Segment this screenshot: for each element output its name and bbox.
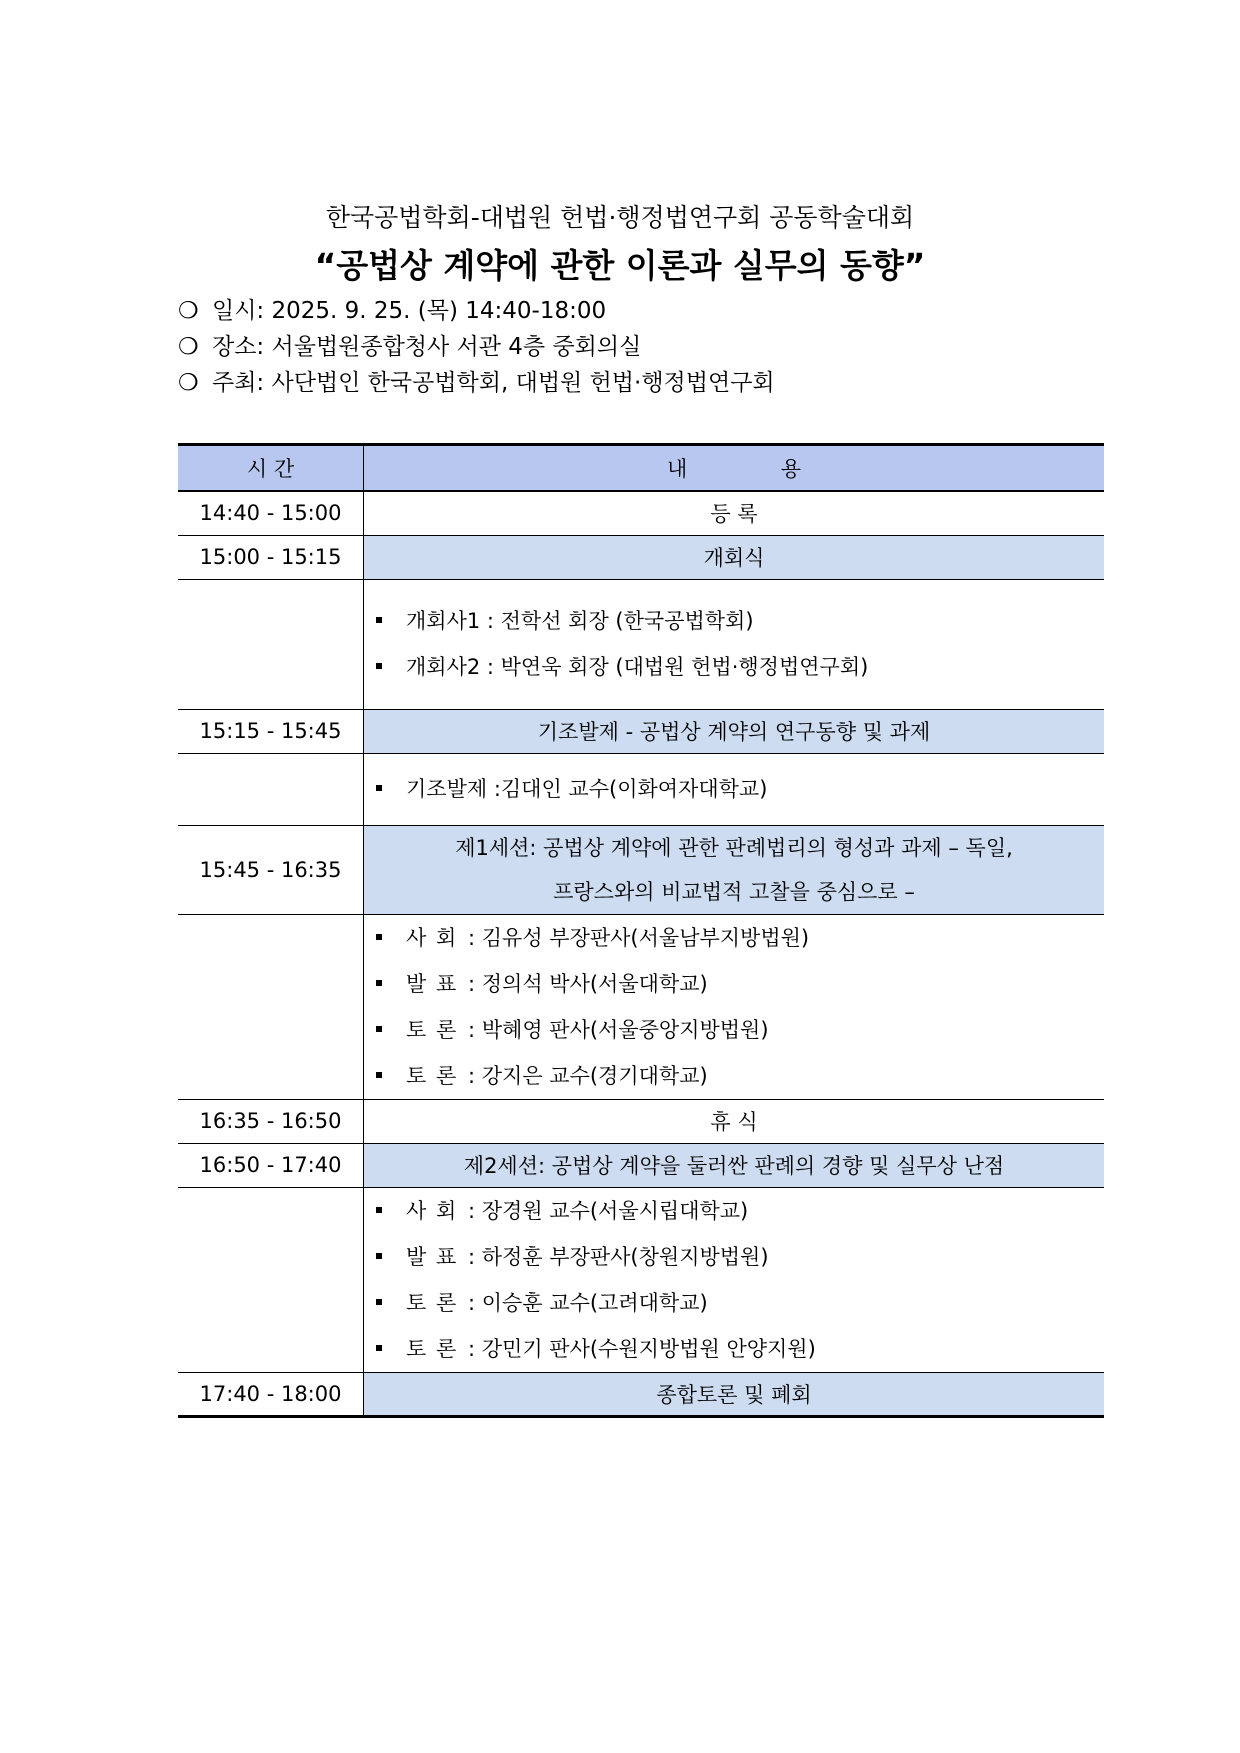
time-cell: 15:45 - 16:35 [178, 825, 364, 914]
table-row [178, 753, 1104, 825]
list-item-text: : 김유성 부장판사(서울남부지방법원) [468, 925, 810, 950]
list-item-text: : 정의석 박사(서울대학교) [468, 971, 708, 996]
schedule-table [178, 443, 1104, 1418]
list-item [376, 766, 1104, 812]
info-host-text: 주최: 사단법인 한국공법학회, 대법원 헌법·행정법연구회 [212, 370, 775, 396]
circle-bullet-icon: ❍ [178, 370, 199, 396]
header-time: 시 간 [178, 445, 364, 492]
content-cell: 휴 식 [364, 1099, 1105, 1143]
role-label: 발 표 [406, 1244, 457, 1269]
list-item [376, 1326, 1104, 1372]
table-row [178, 709, 1104, 753]
list-item [376, 644, 1104, 690]
list-item [376, 961, 1104, 1007]
list-item [376, 598, 1104, 644]
table-row [178, 1099, 1104, 1143]
list-item-text: 개회사1 : 전학선 회장 (한국공법학회) [406, 609, 754, 633]
time-cell-empty [178, 914, 364, 1099]
table-row [178, 1187, 1104, 1372]
table-row [178, 491, 1104, 535]
info-venue [178, 328, 641, 361]
list-item-text: : 이승훈 교수(고려대학교) [468, 1290, 708, 1315]
list-item [376, 1007, 1104, 1053]
list-item-text: 기조발제 :김대인 교수(이화여자대학교) [406, 777, 768, 801]
table-row [178, 1372, 1104, 1416]
role-label: 사 회 [406, 1198, 457, 1223]
time-cell: 16:35 - 16:50 [178, 1099, 364, 1143]
square-bullet-icon [376, 1345, 382, 1351]
square-bullet-icon [376, 934, 382, 940]
time-cell: 15:00 - 15:15 [178, 535, 364, 579]
square-bullet-icon [376, 980, 382, 986]
content-cell: 개회식 [364, 535, 1105, 579]
list-item-text: : 강지은 교수(경기대학교) [468, 1063, 708, 1088]
square-bullet-icon [376, 785, 382, 791]
role-label: 토 론 [406, 1017, 457, 1042]
time-cell-empty [178, 753, 364, 825]
details-cell [364, 753, 1105, 825]
content-cell: 제2세션: 공법상 계약을 둘러싼 판례의 경향 및 실무상 난점 [364, 1143, 1105, 1187]
table-row [178, 914, 1104, 1099]
event-title: “공법상 계약에 관한 이론과 실무의 동향” [314, 246, 926, 285]
session1-title-line2: 프랑스와의 비교법적 고찰을 중심으로 – [553, 879, 915, 904]
list-item [376, 1280, 1104, 1326]
table-row [178, 535, 1104, 579]
role-label: 발 표 [406, 971, 457, 996]
circle-bullet-icon: ❍ [178, 298, 199, 324]
content-cell [364, 825, 1105, 914]
square-bullet-icon [376, 617, 382, 623]
list-item [376, 915, 1104, 961]
info-host [178, 364, 775, 397]
time-cell-empty [178, 579, 364, 709]
list-item [376, 1053, 1104, 1099]
list-item [376, 1188, 1104, 1234]
time-cell: 17:40 - 18:00 [178, 1372, 364, 1416]
square-bullet-icon [376, 1299, 382, 1305]
role-label: 토 론 [406, 1063, 457, 1088]
info-date [178, 292, 606, 325]
list-item-text: 개회사2 : 박연욱 회장 (대법원 헌법·행정법연구회) [406, 655, 869, 679]
time-cell: 15:15 - 15:45 [178, 709, 364, 753]
details-cell [364, 914, 1105, 1099]
event-subtitle: 한국공법학회-대법원 헌법·행정법연구회 공동학술대회 [325, 203, 915, 232]
list-item-text: : 강민기 판사(수원지방법원 안양지원) [468, 1336, 816, 1361]
square-bullet-icon [376, 663, 382, 669]
details-cell [364, 579, 1105, 709]
header-content-a: 내 [667, 457, 688, 481]
details-cell [364, 1187, 1105, 1372]
circle-bullet-icon: ❍ [178, 334, 199, 360]
list-item-text: : 박혜영 판사(서울중앙지방법원) [468, 1017, 769, 1042]
square-bullet-icon [376, 1026, 382, 1032]
time-cell: 16:50 - 17:40 [178, 1143, 364, 1187]
content-cell: 기조발제 - 공법상 계약의 연구동향 및 과제 [364, 709, 1105, 753]
square-bullet-icon [376, 1253, 382, 1259]
list-item-text: : 장경원 교수(서울시립대학교) [468, 1198, 749, 1223]
list-item-text: : 하정훈 부장판사(창원지방법원) [468, 1244, 769, 1269]
header-content-b: 용 [780, 457, 801, 481]
time-cell: 14:40 - 15:00 [178, 491, 364, 535]
session1-title-line1: 제1세션: 공법상 계약에 관한 판례법리의 형성과 과제 – 독일, [455, 835, 1013, 860]
role-label: 토 론 [406, 1290, 457, 1315]
table-row [178, 579, 1104, 709]
square-bullet-icon [376, 1072, 382, 1078]
time-cell-empty [178, 1187, 364, 1372]
table-row [178, 825, 1104, 914]
content-cell: 등 록 [364, 491, 1105, 535]
list-item [376, 1234, 1104, 1280]
role-label: 토 론 [406, 1336, 457, 1361]
table-row [178, 1143, 1104, 1187]
role-label: 사 회 [406, 925, 457, 950]
info-date-text: 일시: 2025. 9. 25. (목) 14:40-18:00 [212, 298, 607, 324]
info-venue-text: 장소: 서울법원종합청사 서관 4층 중회의실 [212, 334, 642, 360]
header-content [364, 445, 1105, 492]
table-header-row [178, 445, 1104, 492]
square-bullet-icon [376, 1207, 382, 1213]
content-cell: 종합토론 및 폐회 [364, 1372, 1105, 1416]
